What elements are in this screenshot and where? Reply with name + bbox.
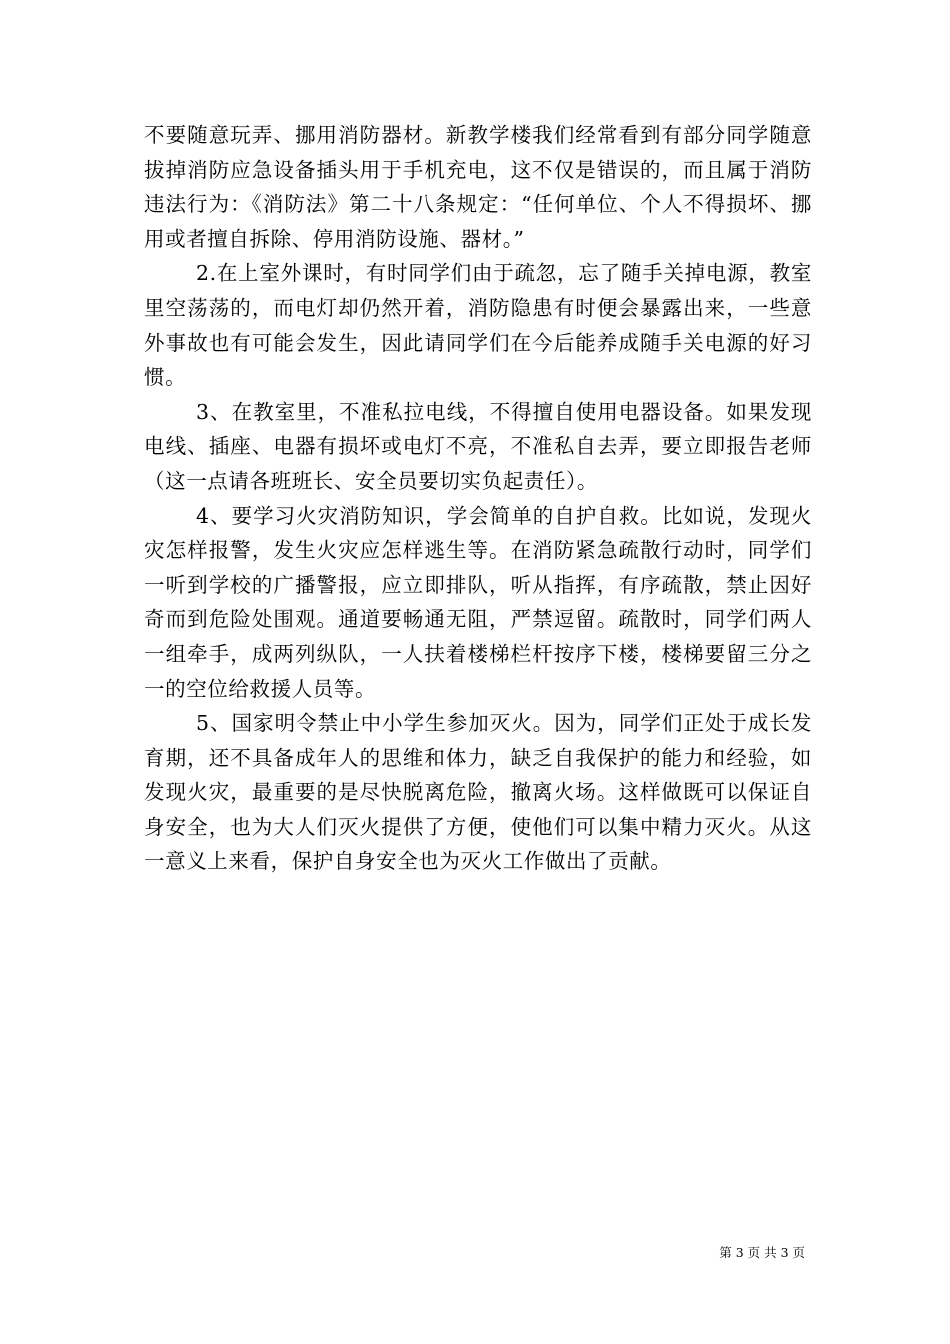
document-body	[144, 118, 812, 879]
paragraph-item-5: 5、国家明令禁止中小学生参加灭火。因为，同学们正处于成长发育期，还不具备成年人的思维和体力，缺乏自我保护的能力和经验，如发现火灾，最重要的是尽快脱离危险，撤离火场。这样做既可以保证自身安全，也为大人们灭火提供了方便，使他们可以集中精力灭火。从这一意义上来看，保护自身安全也为灭火工作做出了贡献。	[144, 711, 812, 874]
paragraph-continuation: 不要随意玩弄、挪用消防器材。新教学楼我们经常看到有部分同学随意拔掉消防应急设备插头用于手机充电，这不仅是错误的，而且属于消防违法行为：《消防法》第二十八条规定：“任何单位、个人不得损坏、挪用或者擅自拆除、停用消防设施、器材。”	[144, 123, 812, 251]
page-number-footer: 第 3 页 共 3 页	[719, 1245, 805, 1260]
paragraph-item-2: 2.在上室外课时，有时同学们由于疏忽，忘了随手关掉电源，教室里空荡荡的，而电灯却仍然开着，消防隐患有时便会暴露出来，一些意外事故也有可能会发生，因此请同学们在今后能养成随手关电源的好习惯。	[144, 261, 812, 390]
paragraph-item-4: 4、要学习火灾消防知识，学会简单的自护自救。比如说，发现火灾怎样报警，发生火灾应怎样逃生等。在消防紧急疏散行动时，同学们一听到学校的广播警报，应立即排队，听从指挥，有序疏散，禁止因好奇而到危险处围观。通道要畅通无阻，严禁逗留。疏散时，同学们两人一组牵手，成两列纵队，一人扶着楼梯栏杆按序下楼，楼梯要留三分之一的空位给救援人员等。	[144, 503, 812, 701]
paragraph-item-3: 3、在教室里，不准私拉电线，不得擅自使用电器设备。如果发现电线、插座、电器有损坏或电灯不亮，不准私自去弄，要立即报告老师（这一点请各班班长、安全员要切实负起责任）。	[144, 399, 812, 493]
